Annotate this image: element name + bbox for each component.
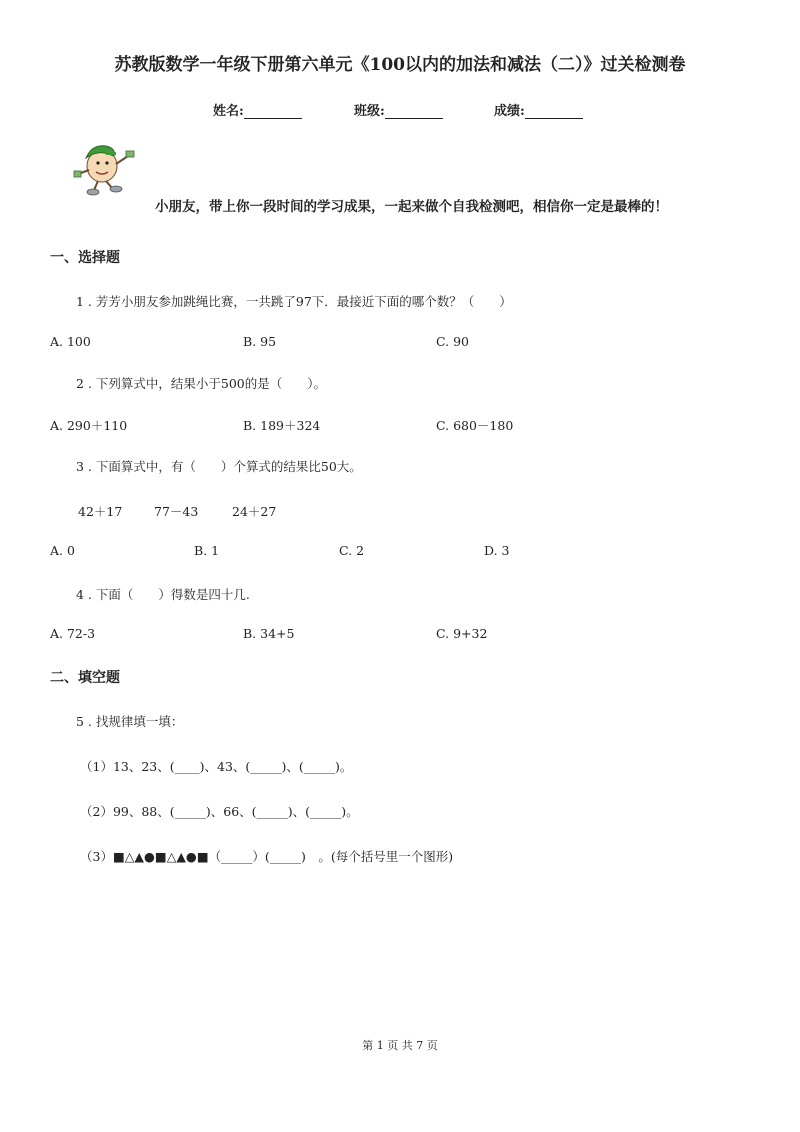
score-label: 成绩:: [494, 104, 525, 119]
section-heading-choice: 一、选择题: [50, 250, 120, 266]
q3-option-b: B. 1: [194, 543, 220, 558]
question-2-stem: 2 . 下列算式中，结果小于500的是（ ）。: [76, 376, 326, 391]
q4-option-c: C. 9+32: [436, 626, 488, 641]
name-label: 姓名:: [213, 104, 244, 119]
q3-option-c: C. 2: [339, 543, 365, 558]
q3-expression-2: 77－43: [154, 504, 199, 519]
page-title: 苏教版数学一年级下册第六单元《100以内的加法和减法（二）》过关检测卷: [114, 55, 686, 75]
q3-expression-3: 24＋27: [232, 504, 277, 519]
class-label: 班级:: [354, 104, 385, 119]
question-1-stem: 1 . 芳芳小朋友参加跳绳比赛，一共跳了97下．最接近下面的哪个数？（ ）: [76, 294, 512, 309]
q5-line-1: （1）13、23、(____)、43、(_____)、(_____)。: [80, 759, 353, 774]
score-field: [494, 100, 583, 119]
question-4-stem: 4 . 下面（ ）得数是四十几.: [76, 587, 250, 602]
q1-option-b: B. 95: [243, 334, 277, 349]
q5-line-3: （3）■△▲●■△▲●■（_____）(_____) 。(每个括号里一个图形): [80, 849, 454, 864]
name-field: [213, 100, 302, 119]
q3-option-d: D. 3: [484, 543, 510, 558]
section-heading-fill: 二、填空题: [50, 670, 120, 686]
score-blank: [525, 104, 583, 119]
q2-option-a: A. 290＋110: [50, 418, 128, 433]
q3-option-a: A. 0: [50, 543, 75, 558]
question-5-stem: 5 . 找规律填一填：: [76, 714, 184, 729]
q1-option-c: C. 90: [436, 334, 469, 349]
name-blank: [244, 104, 302, 119]
q2-option-b: B. 189＋324: [243, 418, 321, 433]
q3-expression-1: 42＋17: [78, 504, 123, 519]
q4-option-b: B. 34+5: [243, 626, 295, 641]
class-blank: [385, 104, 443, 119]
page-footer: 第 1 页 共 7 页: [362, 1039, 438, 1052]
question-3-stem: 3 . 下面算式中，有（ ）个算式的结果比50大。: [76, 459, 362, 474]
intro-text: 小朋友，带上你一段时间的学习成果，一起来做个自我检测吧，相信你一定是最棒的！: [155, 199, 668, 215]
q2-option-c: C. 680－180: [436, 418, 514, 433]
q4-option-a: A. 72-3: [50, 626, 96, 641]
class-field: [354, 100, 443, 119]
q1-option-a: A. 100: [50, 334, 91, 349]
mascot-cartoon-icon: [72, 138, 138, 198]
q5-line-2: （2）99、88、(_____)、66、(_____)、(_____)。: [80, 804, 359, 819]
